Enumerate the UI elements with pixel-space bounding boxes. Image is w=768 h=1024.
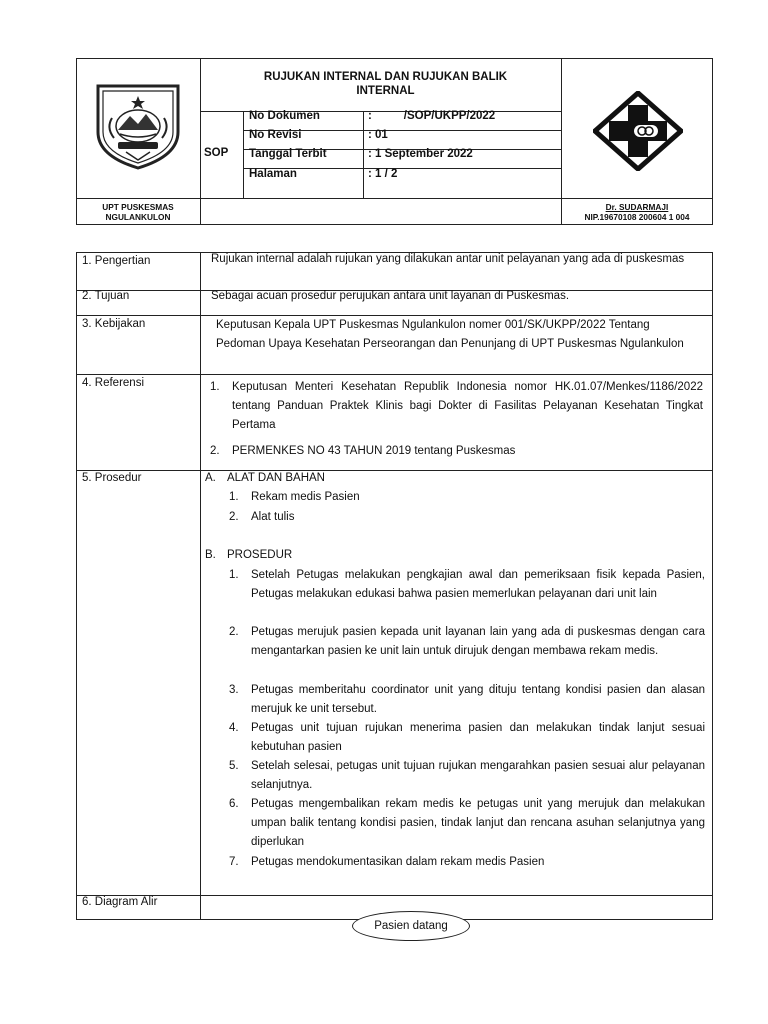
label-diagram-alir: 6. Diagram Alir (82, 896, 158, 908)
signer-nip: NIP.19670108 200604 1 004 (584, 212, 690, 222)
flow-node-start (352, 911, 470, 941)
prosedur-a-title: ALAT DAN BAHAN (227, 472, 325, 484)
meta-value-tanggal-terbit: : 1 September 2022 (368, 148, 473, 160)
prosedur-b-num-3: 3. (229, 684, 239, 696)
org-name-line-2: NGULANKULON (105, 212, 171, 222)
signer-block (561, 202, 713, 222)
referensi-text-1: Keputusan Menteri Kesehatan Republik Indonesia nomor HK.01.07/Menkes/1186/2022 tentang Panduan Praktek Klinis bagi Dokter di Fasilitas Pelayanan Kesehatan Tingkat Pertama (232, 381, 703, 431)
prosedur-a-num-1: 1. (229, 491, 239, 503)
header-line-footer (76, 198, 713, 199)
header-divider-right (561, 58, 562, 225)
referensi-num-1: 1. (210, 381, 220, 393)
prosedur-b-text-2: Petugas merujuk pasien kepada unit layanan lain yang ada di puskesmas dengan cara mengantarkan pasien ke unit lain untuk dirujuk dengan membawa rekam medis. (251, 626, 705, 657)
puskesmas-logo (593, 91, 683, 171)
prosedur-b-text-4: Petugas unit tujuan rujukan menerima pasien dan melakukan tindak lanjut sesuai kebutuhan pasien (251, 722, 705, 753)
prosedur-b-num-2: 2. (229, 626, 239, 638)
row-line-4 (76, 470, 713, 471)
label-prosedur: 5. Prosedur (82, 472, 142, 484)
prosedur-b-num-4: 4. (229, 722, 239, 734)
meta-label-tanggal-terbit: Tanggal Terbit (249, 148, 327, 160)
meta-label-no-dokumen: No Dokumen (249, 110, 320, 122)
label-pengertian: 1. Pengertian (82, 255, 151, 267)
label-referensi: 4. Referensi (82, 377, 145, 389)
meta-label-no-revisi: No Revisi (249, 129, 302, 141)
text-pengertian: Rujukan internal adalah rujukan yang dilakukan antar unit pelayanan yang ada di puskesmas (211, 253, 685, 265)
flow-node-start-label: Pasien datang (374, 920, 448, 932)
prosedur-b-text-5: Setelah selesai, petugas unit tujuan rujukan mengarahkan pasien sesuai alur pelayanan selanjutnya. (251, 760, 705, 791)
label-kebijakan: 3. Kebijakan (82, 318, 146, 330)
meta-value-halaman: : 1 / 2 (368, 168, 398, 180)
prosedur-a-num: A. (205, 472, 216, 484)
row-line-5 (76, 895, 713, 896)
meta-label-halaman: Halaman (249, 168, 297, 180)
prosedur-b-text-3: Petugas memberitahu coordinator unit yang dituju tentang kondisi pasien dan alasan merujuk ke unit tersebut. (251, 684, 705, 715)
prosedur-b-text-1: Setelah Petugas melakukan pengkajian awal dan pemeriksaan fisik kepada Pasien, Petugas melakukan edukasi bahwa pasien memerlukan pelayanan dari unit lain (251, 569, 705, 600)
row-line-3 (76, 374, 713, 375)
content-divider (200, 252, 201, 920)
sop-label: SOP (204, 147, 229, 159)
header-divider-meta (363, 111, 364, 198)
prosedur-b-num-6: 6. (229, 798, 239, 810)
text-tujuan: Sebagai acuan prosedur perujukan antara unit layanan di Puskesmas. (211, 290, 570, 302)
prosedur-a-num-2: 2. (229, 511, 239, 523)
text-kebijakan: Keputusan Kepala UPT Puskesmas Ngulankulon nomer 001/SK/UKPP/2022 Tentang Pedoman Upaya Kesehatan Perseorangan dan Penunjang di UPT Puskesmas Ngulankulon (216, 319, 684, 350)
prosedur-b-num: B. (205, 549, 216, 561)
prosedur-a-text-2: Alat tulis (251, 511, 295, 523)
meta-value-no-revisi: : 01 (368, 129, 388, 141)
prosedur-b-num-1: 1. (229, 569, 239, 581)
regional-emblem-logo (92, 82, 184, 170)
signer-name: Dr. SUDARMAJI (605, 202, 669, 212)
referensi-text-2: PERMENKES NO 43 TAHUN 2019 tentang Puskesmas (232, 445, 516, 457)
prosedur-b-text-7: Petugas mendokumentasikan dalam rekam medis Pasien (251, 856, 545, 868)
referensi-num-2: 2. (210, 445, 220, 457)
org-name (76, 202, 200, 222)
meta-value-no-dokumen: : /SOP/UKPP/2022 (368, 110, 496, 122)
header-divider-sop (243, 111, 244, 198)
document-title: RUJUKAN INTERNAL DAN RUJUKAN BALIK INTERNAL (263, 71, 508, 97)
prosedur-a-text-1: Rekam medis Pasien (251, 491, 360, 503)
prosedur-b-num-5: 5. (229, 760, 239, 772)
prosedur-b-text-6: Petugas mengembalikan rekam medis ke petugas unit yang merujuk dan melakukan umpan balik tentang kondisi pasien, tindak lanjut dan rencana asuhan selanjutnya yang diperlukan (251, 798, 705, 848)
label-tujuan: 2. Tujuan (82, 290, 130, 302)
prosedur-b-title: PROSEDUR (227, 549, 293, 561)
prosedur-b-num-7: 7. (229, 856, 239, 868)
org-name-line-1: UPT PUSKESMAS (102, 202, 174, 212)
